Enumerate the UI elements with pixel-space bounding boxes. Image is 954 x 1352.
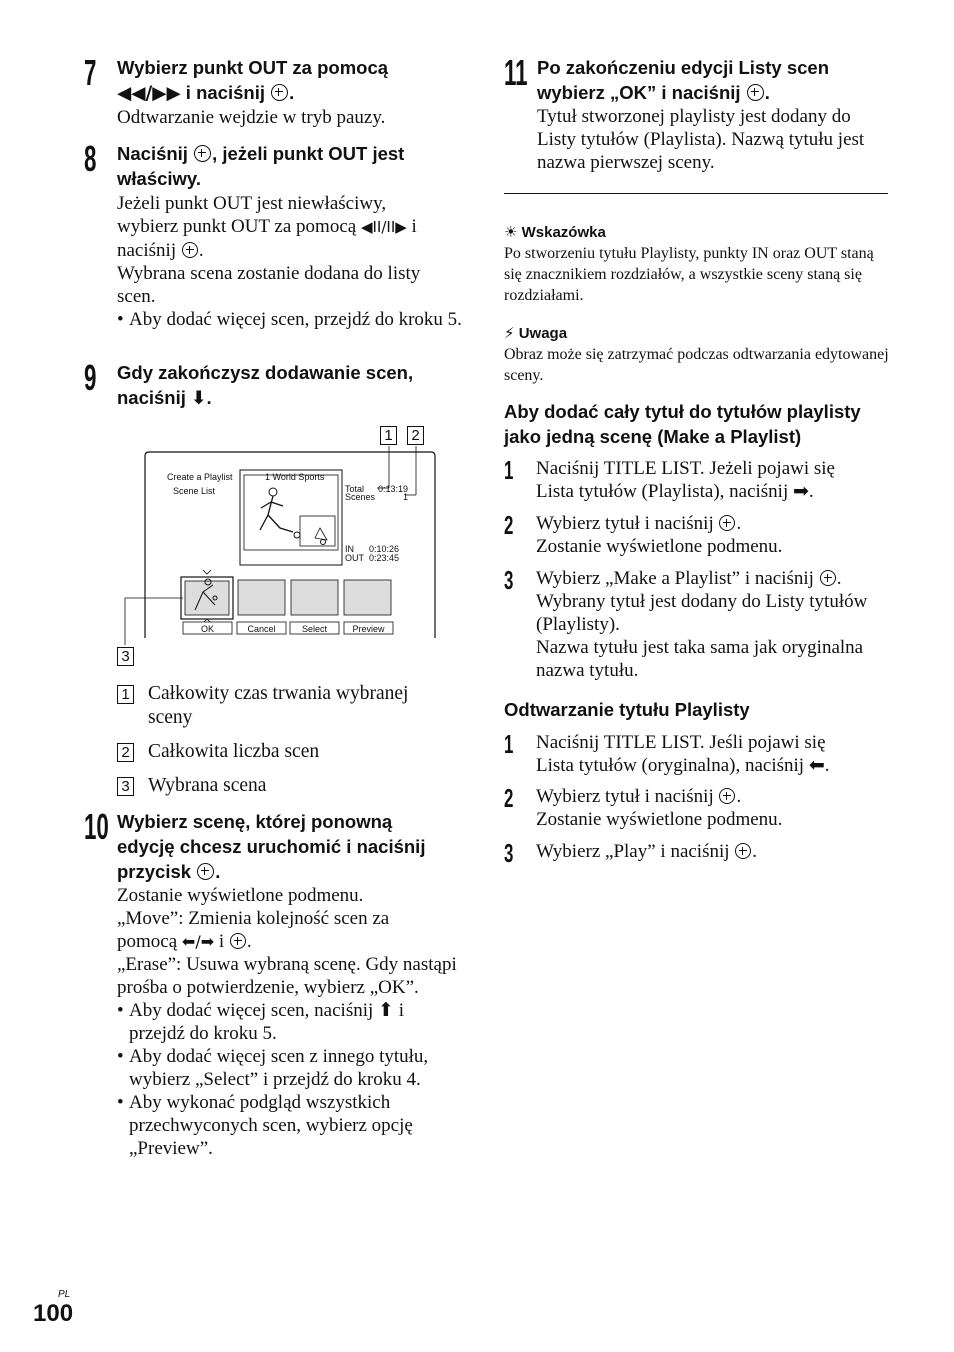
legend-item: 1 Całkowity czas trwania wybranej sceny: [117, 682, 448, 730]
step-heading: Wybierz scenę, której ponowną edycję chcesz uruchomić i naciśnij przycisk .: [117, 811, 426, 882]
screen-select-button: Select: [301, 624, 327, 634]
screen-scenes-value: 1: [403, 492, 409, 502]
step-text: Wybrana scena zostanie dodana do listy scen.: [117, 263, 421, 307]
screen-ok-button: OK: [200, 624, 214, 634]
enter-button-icon: [230, 933, 246, 949]
section-heading-make-playlist: Aby dodać cały tytuł do tytułów playlisty jako jedną scenę (Make a Playlist): [504, 401, 861, 447]
step-number: 2: [504, 510, 514, 540]
step-number: 8: [84, 138, 97, 179]
step-number: 7: [84, 52, 97, 93]
screen-total-value: 0:13:19: [378, 484, 409, 494]
screen-in-value: 0:10:26: [369, 544, 400, 554]
screen-out-label: OUT: [345, 553, 364, 563]
enter-button-icon: [197, 863, 214, 880]
step-text: Wybierz „Play” i naciśnij .: [536, 841, 758, 862]
lightbulb-icon: ☀: [504, 223, 518, 241]
section1-step-2: [504, 512, 894, 558]
step-text: Odtwarzanie wejdzie w tryb pauzy.: [117, 107, 386, 128]
step-text: Wybierz „Make a Playlist” i naciśnij . Wybrany tytuł jest dodany do Listy tytułów (Playlisty). Nazwa tytułu jest taka sama jak oryginalna nazwa tytułu.: [536, 568, 868, 681]
step-text: „Erase”: Usuwa wybraną scenę. Gdy nastąpi prośba o potwierdzenie, wybierz „OK”.: [117, 954, 457, 998]
screen-diagram: [115, 420, 445, 670]
tip-body: Po stworzeniu tytułu Playlisty, punkty IN oraz OUT staną się znacznikiem rozdziałów, a wszystkie sceny staną się rozdziałami.: [504, 245, 874, 304]
bullet-item: • Aby dodać więcej scen z innego tytułu, wybierz „Select” i przejdź do kroku 4.: [117, 1045, 462, 1091]
step-text: Wybierz tytuł i naciśnij . Zostanie wyświetlone podmenu.: [536, 786, 783, 830]
page-number: 100: [33, 1300, 74, 1327]
step-number: 2: [504, 783, 514, 813]
step-heading: Naciśnij , jeżeli punkt OUT jest właściwy.: [117, 143, 405, 189]
step-text: Jeżeli punkt OUT jest niewłaściwy, wybierz punkt OUT za pomocą ◀II/II▶ i naciśnij .: [117, 193, 417, 261]
step-number: 11: [504, 52, 528, 93]
screen-scenes-label: Scenes: [345, 492, 376, 502]
step-11: [504, 52, 889, 174]
step-text: „Move”: Zmienia kolejność scen za pomocą ⬅/➡ i .: [117, 908, 390, 952]
screen-total-label: Total: [345, 484, 365, 494]
tip-box: [504, 222, 890, 306]
bullet-item: • Aby dodać więcej scen, naciśnij ⬆ i przejdź do kroku 5.: [117, 999, 462, 1045]
bullet-item: • Aby wykonać podgląd wszystkich przechwyconych scen, wybierz opcję „Preview”.: [117, 1091, 462, 1160]
note-title: Uwaga: [518, 325, 568, 342]
diagram-legend: [117, 682, 457, 798]
enter-button-icon: [182, 242, 198, 258]
down-arrow-icon: ⬇: [191, 388, 207, 409]
section2-step-1: [504, 731, 894, 777]
step-7: [84, 52, 464, 129]
step-number: 3: [504, 838, 514, 868]
footer-lang: PL: [58, 1289, 71, 1300]
screen-title: Create a Playlist: [167, 472, 233, 482]
legend-item: 2 Całkowita liczba scen: [117, 740, 457, 764]
rewind-forward-icon: ◀◀/▶▶: [117, 83, 181, 104]
section2-step-2: [504, 785, 894, 831]
step-heading: Po zakończeniu edycji Listy scen wybierz „OK” i naciśnij .: [537, 57, 829, 103]
section1-step-3: [504, 567, 894, 682]
warning-icon: ⚡: [504, 324, 515, 342]
enter-button-icon: [271, 84, 288, 101]
callout-1: 1: [380, 426, 397, 445]
step-number: 10: [84, 806, 109, 847]
step-10: [84, 806, 469, 1160]
bullet-item: • Aby dodać więcej scen, przejdź do kroku 5.: [117, 308, 469, 331]
step-heading: Gdy zakończysz dodawanie scen, naciśnij ⬇.: [117, 362, 414, 409]
section2-step-3: [504, 838, 894, 868]
divider: [504, 193, 888, 194]
step-text: Naciśnij TITLE LIST. Jeśli pojawi się Lista tytułów (oryginalna), naciśnij ⬅.: [536, 732, 830, 776]
step-text: Wybierz tytuł i naciśnij . Zostanie wyświetlone podmenu.: [536, 513, 783, 557]
enter-button-icon: [194, 145, 211, 162]
tip-title: Wskazówka: [521, 224, 606, 241]
step-number: 3: [504, 565, 514, 595]
step-number: 1: [504, 455, 514, 485]
screen-scene-list: Scene List: [173, 486, 216, 496]
enter-button-icon: [719, 788, 735, 804]
step-text: Tytuł stworzonej playlisty jest dodany do Listy tytułów (Playlista). Nazwą tytułu jest nazwa pierwszej sceny.: [537, 106, 865, 173]
step-number: 1: [504, 729, 514, 759]
right-arrow-icon: ➡: [793, 480, 809, 502]
step-text: Zostanie wyświetlone podmenu.: [117, 885, 364, 906]
left-arrow-icon: ⬅: [808, 754, 825, 776]
step-9: [84, 357, 469, 411]
enter-button-icon: [735, 843, 751, 859]
step-text: Naciśnij TITLE LIST. Jeżeli pojawi się Lista tytułów (Playlista), naciśnij ➡.: [536, 458, 835, 502]
callout-2: 2: [407, 426, 424, 445]
step-8: [84, 138, 469, 331]
section1-step-1: [504, 457, 894, 503]
enter-button-icon: [820, 570, 836, 586]
legend-item: 3 Wybrana scena: [117, 774, 457, 798]
screen-title-number: 1 World Sports: [265, 472, 325, 482]
screen-out-value: 0:23:45: [369, 553, 400, 563]
note-box: [504, 323, 890, 386]
enter-button-icon: [719, 515, 735, 531]
step-heading: Wybierz punkt OUT za pomocą ◀◀/▶▶ i naciśnij .: [117, 57, 389, 104]
screen-cancel-button: Cancel: [247, 624, 276, 634]
screen-preview-button: Preview: [352, 624, 385, 634]
left-right-arrow-icon: ⬅/➡: [181, 932, 215, 951]
note-body: Obraz może się zatrzymać podczas odtwarzania edytowanej sceny.: [504, 346, 889, 384]
step-number: 9: [84, 357, 97, 398]
up-arrow-icon: ⬆: [378, 999, 394, 1021]
enter-button-icon: [747, 84, 764, 101]
screen-in-label: IN: [345, 544, 354, 554]
callout-3: 3: [117, 647, 134, 666]
pause-step-icon: ◀II/II▶: [360, 218, 407, 236]
section-heading-play-playlist: Odtwarzanie tytułu Playlisty: [504, 699, 750, 720]
